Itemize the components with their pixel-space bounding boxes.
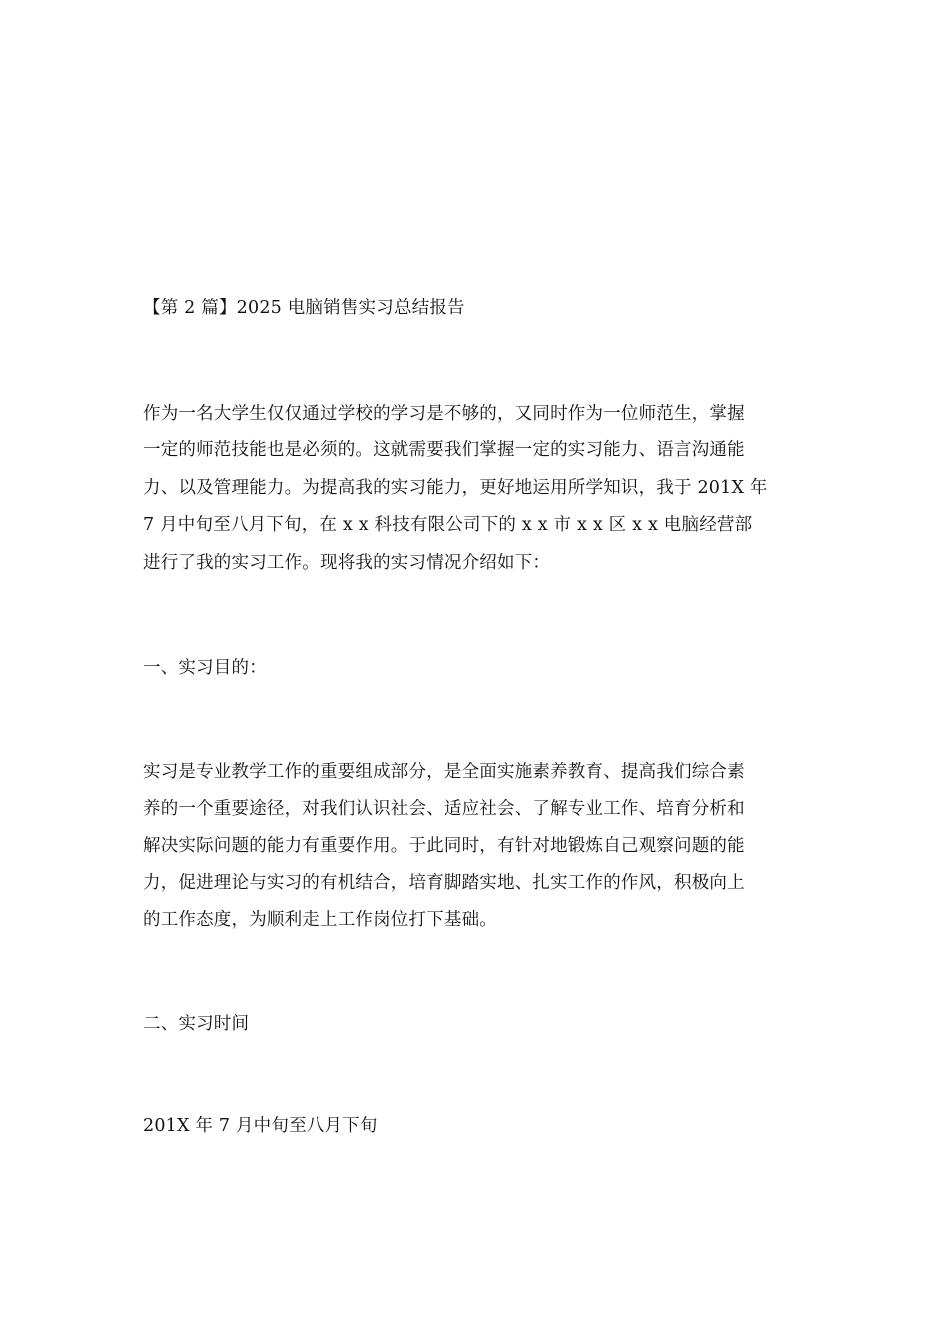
section-1-line-1: 实习是专业教学工作的重要组成部分，是全面实施素养教育、提高我们综合素 (143, 762, 745, 782)
section-2-text: 201X 年 7 月中旬至八月下旬 (143, 1116, 378, 1136)
intro-line-5: 进行了我的实习工作。现将我的实习情况介绍如下： (143, 553, 551, 573)
intro-line-2: 一定的师范技能也是必须的。这就需要我们掌握一定的实习能力、语言沟通能 (143, 440, 745, 460)
section-1-heading: 一、实习目的： (143, 658, 267, 678)
intro-line-3: 力、以及管理能力。为提高我的实习能力，更好地运用所学知识，我于 201X 年 (143, 478, 768, 498)
intro-line-1: 作为一名大学生仅仅通过学校的学习是不够的，又同时作为一位师范生，掌握 (143, 404, 745, 424)
section-1-line-3: 解决实际问题的能力有重要作用。于此同时，有针对地锻炼自己观察问题的能 (143, 836, 745, 856)
section-1-line-4: 力，促进理论与实习的有机结合，培育脚踏实地、扎实工作的作风，积极向上 (143, 873, 745, 893)
section-1-line-2: 养的一个重要途径，对我们认识社会、适应社会、了解专业工作、培育分析和 (143, 799, 745, 819)
section-2-heading: 二、实习时间 (143, 1014, 250, 1034)
section-1-line-5: 的工作态度，为顺利走上工作岗位打下基础。 (143, 910, 497, 930)
intro-line-4: 7 月中旬至八月下旬，在 x x 科技有限公司下的 x x 市 x x 区 x x 电脑经营部 (143, 515, 753, 535)
document-title: 【第 2 篇】2025 电脑销售实习总结报告 (143, 298, 465, 318)
